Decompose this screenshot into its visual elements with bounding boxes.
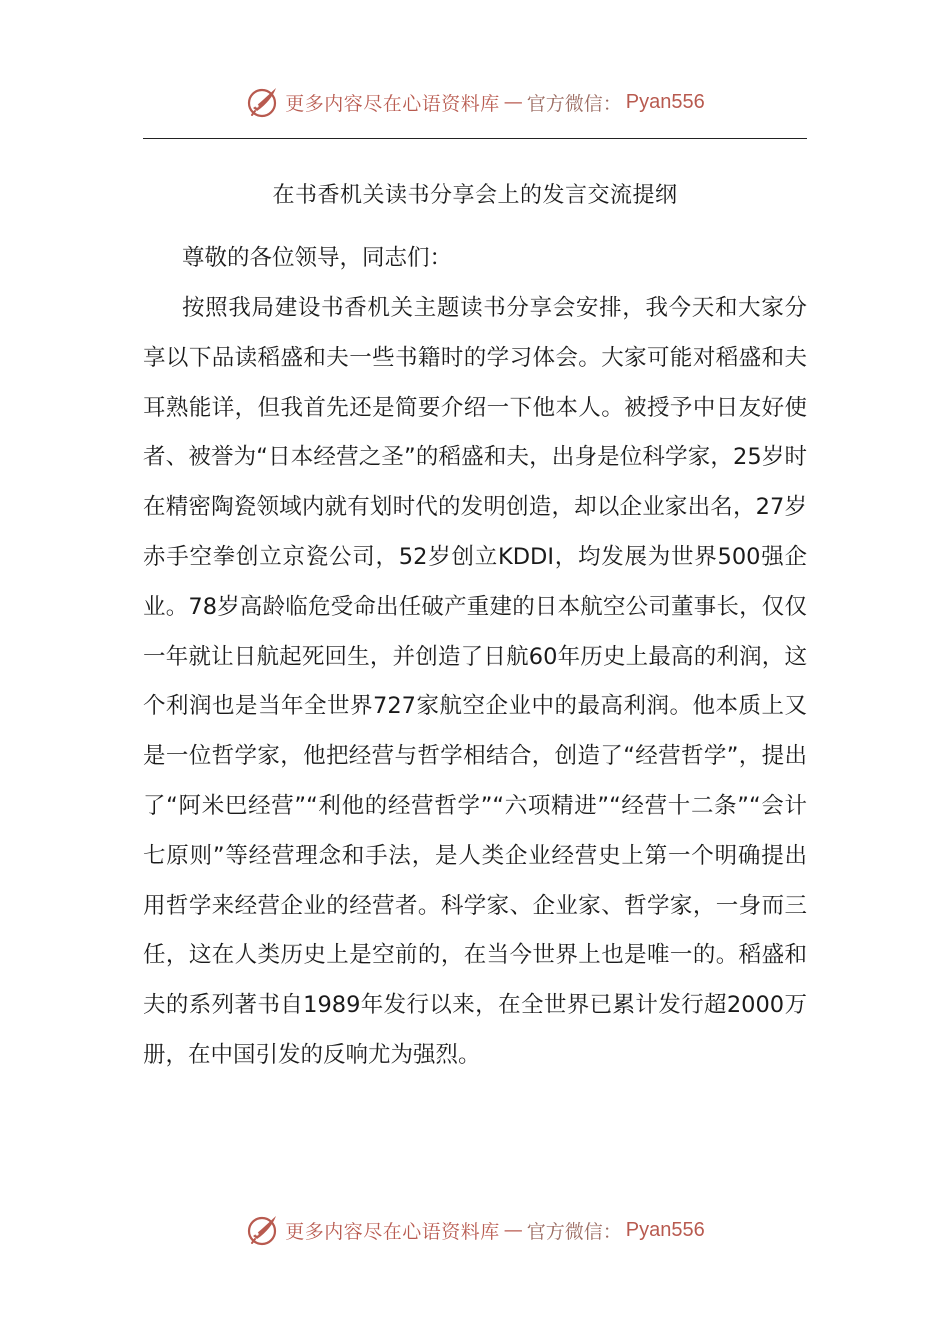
banner-wechat-id: Pyan556	[625, 1218, 705, 1241]
banner-wechat-label: 官方微信：	[526, 92, 622, 115]
banner-title: 更多内容尽在心语资料库	[285, 92, 500, 115]
document-title: 在书香机关读书分享会上的发言交流提纲	[272, 183, 678, 208]
salutation: 尊敬的各位领导，同志们：	[182, 245, 453, 271]
quill-pen-logo-icon	[245, 1212, 281, 1248]
footer-banner	[0, 1212, 950, 1248]
banner-wechat-label: 官方微信：	[526, 1220, 622, 1243]
body-paragraph: 按照我局建设书香机关主题读书分享会安排，我今天和大家分享以下品读稻盛和夫一些书籍时的学习体会。大家可能对稻盛和夫耳熟能详，但我首先还是简要介绍一下他本人。被授予中日友好使者、被誉为“日本经营之圣”的稻盛和夫，出身是位科学家，25岁时在精密陶瓷领域内就有划时代的发明创造，却以企业家出名，27岁赤手空拳创立京瓷公司，52岁创立KDDI，均发展为世界500强企业。78岁高龄临危受命出任破产重建的日本航空公司董事长，仅仅一年就让日航起死回生，并创造了日航60年历史上最高的利润，这个利润也是当年全世界727家航空企业中的最高利润。他本质上又是一位哲学家，他把经营与哲学相结合，创造了“经营哲学”，提出了“阿米巴经营”“利他的经营哲学”“六项精进”“经营十二条”“会计七原则”等经营理念和手法，是人类企业经营史上第一个明确提出用哲学来经营企业的经营者。科学家、企业家、哲学家，一身而三任，这在人类历史上是空前的，在当今世界上也是唯一的。稻盛和夫的系列著书自1989年发行以来，在全世界已累计发行超2000万册，在中国引发的反响尤为强烈。	[143, 295, 807, 1068]
quill-pen-logo-icon	[245, 84, 281, 120]
banner-title: 更多内容尽在心语资料库	[285, 1220, 500, 1243]
banner-wechat-id: Pyan556	[625, 90, 705, 113]
banner-separator: —	[503, 1219, 523, 1241]
banner-separator: —	[503, 91, 523, 113]
header-banner	[0, 84, 950, 120]
header-divider	[143, 138, 807, 139]
